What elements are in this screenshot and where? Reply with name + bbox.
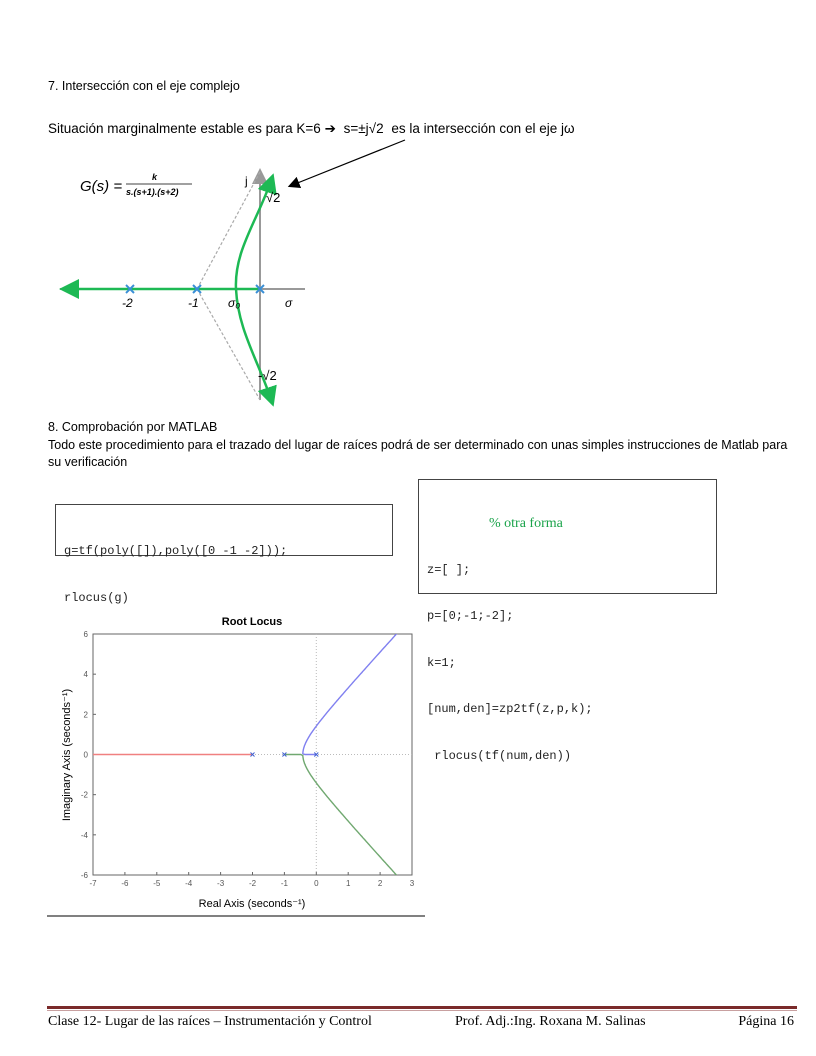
- code-block-zp2tf: [418, 479, 717, 763]
- matlab-root-locus-chart: [0, 600, 440, 920]
- y-tick-label: -4: [80, 830, 88, 840]
- x-tick-label: 1: [345, 879, 351, 888]
- label-sqrt2: √2: [266, 190, 281, 205]
- footer-left: Clase 12- Lugar de las raíces – Instrumentación y Control: [48, 1014, 372, 1029]
- code-line: p=[0;-1;-2];: [427, 609, 514, 623]
- code-line: g=tf(poly([]),poly([0 -1 -2]));: [64, 544, 288, 558]
- section8-paragraph: Todo este procedimiento para el trazado del lugar de raíces podrá de ser determinado con unas simples instrucciones de Matlab para su verificación: [48, 438, 788, 469]
- code-comment: % otra forma: [489, 516, 563, 531]
- footer-center: Prof. Adj.:Ing. Roxana M. Salinas: [455, 1014, 646, 1029]
- code-line: k=1;: [427, 655, 456, 670]
- x-tick-label: -3: [217, 879, 225, 888]
- code-line: [num,den]=zp2tf(z,p,k);: [427, 702, 593, 716]
- statement-pre: Situación marginalmente estable es para K=6: [48, 121, 321, 136]
- root-locus-sketch: [0, 0, 816, 420]
- code-line: rlocus(tf(num,den)): [427, 748, 572, 763]
- section8-heading: 8. Comprobación por MATLAB: [48, 420, 218, 434]
- formula-lhs: G(s) =: [80, 178, 123, 195]
- x-tick-label: 2: [377, 879, 383, 888]
- right-arrow-icon: ➔: [324, 121, 336, 137]
- x-tick-label: -2: [248, 879, 257, 888]
- label-minus2: -2: [122, 296, 133, 310]
- pointer-arrow: [290, 140, 405, 186]
- y-tick-label: 4: [83, 670, 88, 680]
- statement-s: s=±j√2: [343, 121, 384, 136]
- code-block-tf: [55, 504, 393, 605]
- label-sigma: σ: [285, 296, 293, 310]
- y-tick-label: -6: [80, 871, 88, 880]
- label-minus1: -1: [188, 296, 199, 310]
- x-tick-label: -4: [185, 879, 193, 888]
- y-tick-label: 6: [83, 630, 88, 639]
- formula-denominator: s.(s+1).(s+2): [126, 187, 179, 197]
- section7-heading: 7. Intersección con el eje complejo: [48, 79, 240, 93]
- y-tick-label: 2: [83, 710, 88, 720]
- locus-branch-lower: [236, 289, 272, 402]
- x-axis-label: Real Axis (seconds⁻¹): [198, 898, 306, 910]
- label-j: j: [245, 174, 248, 188]
- code-line: rlocus(g): [64, 590, 129, 605]
- footer-page-number: Página 16: [738, 1014, 794, 1029]
- x-tick-label: -6: [121, 879, 129, 888]
- chart-title: Root Locus: [221, 616, 283, 628]
- x-tick-label: -1: [280, 879, 288, 888]
- code-line: z=[ ];: [427, 562, 471, 577]
- y-axis-label: Imaginary Axis (seconds⁻¹): [61, 688, 73, 822]
- footer-rule-thin: [47, 1010, 797, 1011]
- x-tick-label: -5: [153, 879, 161, 888]
- x-tick-label: 3: [409, 879, 415, 888]
- label-sigma0: σ₀: [228, 296, 241, 310]
- y-tick-label: -2: [80, 790, 88, 800]
- x-tick-label: 0: [314, 879, 319, 888]
- footer-rule: [47, 1006, 797, 1009]
- label-neg-sqrt2: -√2: [258, 368, 277, 383]
- y-tick-label: 0: [83, 750, 88, 760]
- statement-post: es la intersección con el eje jω: [391, 121, 575, 136]
- formula-numerator: k: [152, 172, 158, 182]
- x-tick-label: -7: [89, 879, 97, 888]
